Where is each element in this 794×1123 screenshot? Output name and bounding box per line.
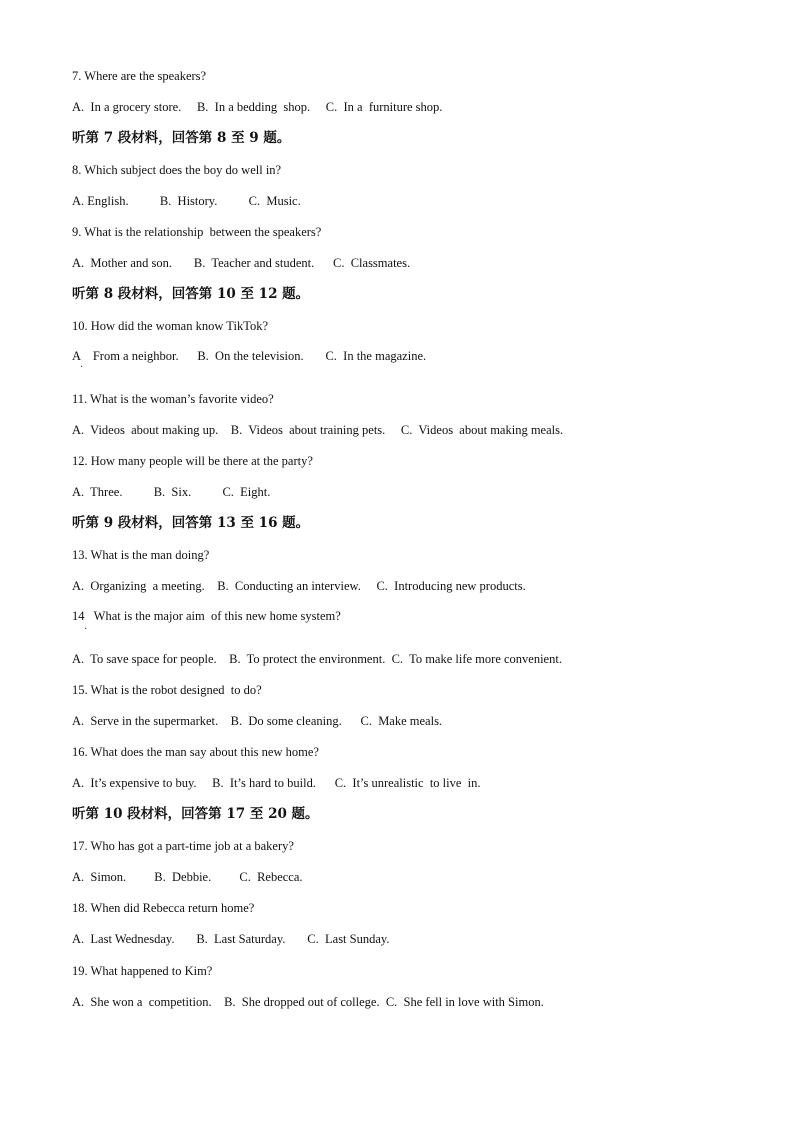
section-header-8: 听第 8 段材料，回答第 10 至 12 题。 (72, 286, 310, 302)
section-header-7: 听第 7 段材料，回答第 8 至 9 题。 (72, 130, 291, 146)
section-header-10: 听第 10 段材料，回答第 17 至 20 题。 (72, 806, 319, 822)
options-11: A. Videos about making up. B. Videos about training pets. C. Videos about making meals. (72, 423, 564, 437)
options-15: A. Serve in the supermarket. B. Do some cleaning. C. Make meals. (72, 714, 443, 728)
options-13: A. Organizing a meeting. B. Conducting an interview. C. Introducing new products. (72, 579, 526, 593)
question-19: 19. What happened to Kim? (72, 964, 213, 978)
options-8: A. English. B. History. C. Music. (72, 194, 301, 208)
options-18: A. Last Wednesday. B. Last Saturday. C. Last Sunday. (72, 932, 390, 946)
options-16: A. It’s expensive to buy. B. It’s hard to build. C. It’s unrealistic to live in. (72, 776, 481, 790)
options-12: A. Three. B. Six. C. Eight. (72, 485, 271, 499)
options-9: A. Mother and son. B. Teacher and student. C. Classmates. (72, 256, 411, 270)
options-10: A From a neighbor. B. On the television. C. In the magazine. (72, 349, 427, 363)
section-header-9: 听第 9 段材料，回答第 13 至 16 题。 (72, 515, 310, 531)
options-7: A. In a grocery store. B. In a bedding shop. C. In a furniture shop. (72, 100, 443, 114)
options-19: A. She won a competition. B. She dropped out of college. C. She fell in love with Simon. (72, 995, 544, 1009)
question-16: 16. What does the man say about this new home? (72, 745, 319, 759)
options-14: A. To save space for people. B. To protect the environment. C. To make life more convenient. (72, 652, 562, 666)
question-9: 9. What is the relationship between the speakers? (72, 225, 322, 239)
question-18: 18. When did Rebecca return home? (72, 901, 255, 915)
question-17: 17. Who has got a part-time job at a bakery? (72, 839, 294, 853)
question-12: 12. How many people will be there at the party? (72, 454, 313, 468)
question-14: 14 What is the major aim of this new home system? (72, 609, 341, 623)
question-13: 13. What is the man doing? (72, 548, 210, 562)
question-8: 8. Which subject does the boy do well in? (72, 163, 282, 177)
options-17: A. Simon. B. Debbie. C. Rebecca. (72, 870, 303, 884)
question-11: 11. What is the woman’s favorite video? (72, 392, 274, 406)
stray-dot: · (80, 362, 84, 373)
question-15: 15. What is the robot designed to do? (72, 683, 262, 697)
question-7: 7. Where are the speakers? (72, 69, 207, 83)
stray-dot: · (84, 624, 88, 635)
question-10: 10. How did the woman know TikTok? (72, 319, 269, 333)
